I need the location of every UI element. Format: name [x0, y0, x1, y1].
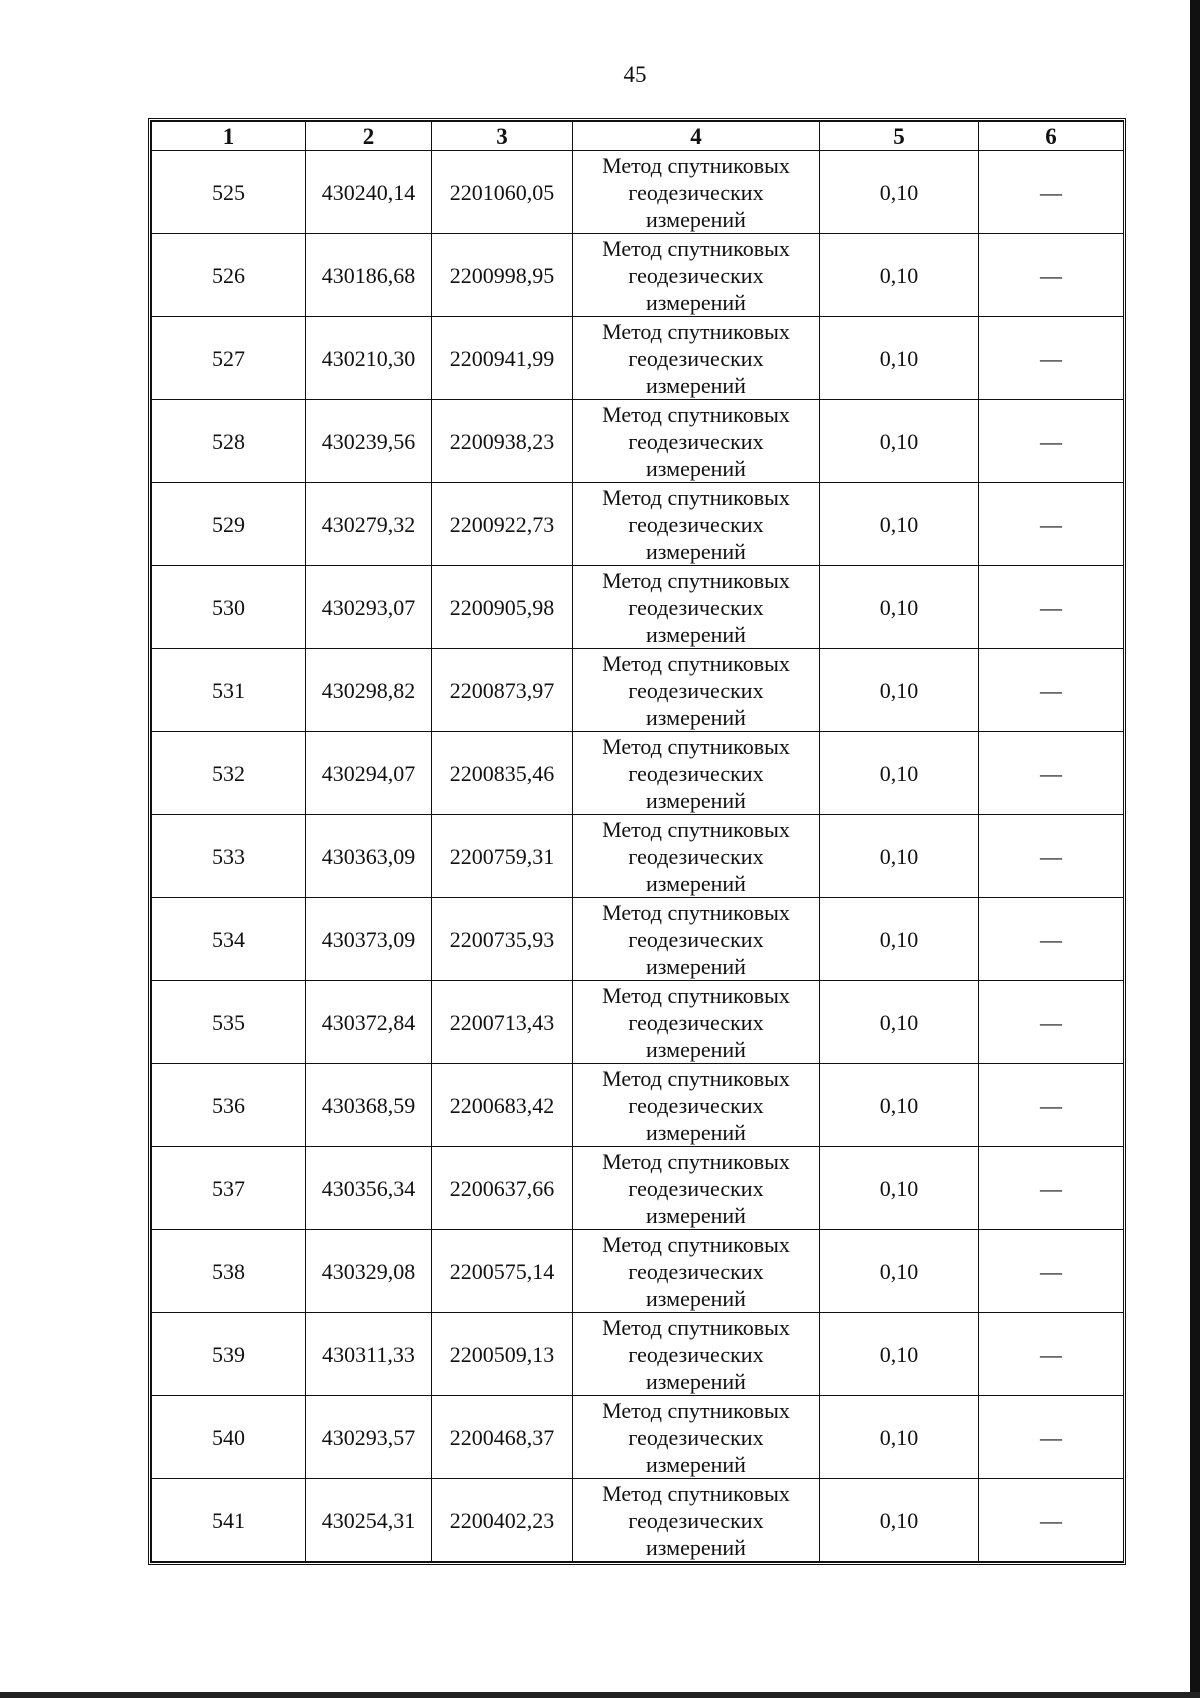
- method-cell: [573, 317, 820, 400]
- method-cell: [573, 981, 820, 1064]
- method-line: измерений: [646, 870, 746, 896]
- header-col-1: 1: [152, 122, 306, 151]
- y-coordinate-cell: 2201060,05: [432, 151, 573, 234]
- method-line: геодезических: [628, 760, 764, 786]
- method-cell: [573, 1396, 820, 1479]
- accuracy-cell: 0,10: [820, 1147, 979, 1230]
- note-cell: [979, 815, 1124, 898]
- point-number-cell: 528: [152, 400, 306, 483]
- note-dash: —: [1040, 1507, 1062, 1533]
- accuracy-cell: 0,10: [820, 234, 979, 317]
- y-coordinate-cell: 2200938,23: [432, 400, 573, 483]
- method-cell: [573, 151, 820, 234]
- point-number-cell: 527: [152, 317, 306, 400]
- point-number-cell: 526: [152, 234, 306, 317]
- accuracy-cell: 0,10: [820, 317, 979, 400]
- y-coordinate-cell: 2200637,66: [432, 1147, 573, 1230]
- method-cell: [573, 815, 820, 898]
- point-number-cell: 538: [152, 1230, 306, 1313]
- method-line: Метод спутниковых: [602, 567, 790, 593]
- note-dash: —: [1040, 677, 1062, 703]
- method-line: измерений: [646, 372, 746, 398]
- accuracy-cell: 0,10: [820, 981, 979, 1064]
- note-dash: —: [1040, 1175, 1062, 1201]
- note-dash: —: [1040, 1009, 1062, 1035]
- method-line: Метод спутниковых: [602, 982, 790, 1008]
- y-coordinate-cell: 2200905,98: [432, 566, 573, 649]
- table-header-row: [152, 122, 1124, 151]
- method-cell: [573, 483, 820, 566]
- x-coordinate-cell: 430363,09: [306, 815, 432, 898]
- point-number-cell: 540: [152, 1396, 306, 1479]
- accuracy-cell: 0,10: [820, 815, 979, 898]
- method-line: измерений: [646, 455, 746, 481]
- method-line: геодезических: [628, 1341, 764, 1367]
- y-coordinate-cell: 2200468,37: [432, 1396, 573, 1479]
- note-dash: —: [1040, 1424, 1062, 1450]
- x-coordinate-cell: 430186,68: [306, 234, 432, 317]
- method-line: геодезических: [628, 428, 764, 454]
- method-line: измерений: [646, 1036, 746, 1062]
- method-cell: [573, 649, 820, 732]
- point-number-cell: 534: [152, 898, 306, 981]
- y-coordinate-cell: 2200683,42: [432, 1064, 573, 1147]
- method-line: измерений: [646, 289, 746, 315]
- point-number-cell: 539: [152, 1313, 306, 1396]
- method-line: Метод спутниковых: [602, 899, 790, 925]
- method-line: измерений: [646, 206, 746, 232]
- y-coordinate-cell: 2200759,31: [432, 815, 573, 898]
- accuracy-cell: 0,10: [820, 1396, 979, 1479]
- method-line: Метод спутниковых: [602, 1065, 790, 1091]
- accuracy-cell: 0,10: [820, 1313, 979, 1396]
- x-coordinate-cell: 430356,34: [306, 1147, 432, 1230]
- table-row: [152, 1064, 1124, 1147]
- y-coordinate-cell: 2200402,23: [432, 1479, 573, 1562]
- point-number-cell: 541: [152, 1479, 306, 1562]
- note-cell: [979, 234, 1124, 317]
- method-cell: [573, 400, 820, 483]
- table-row: [152, 483, 1124, 566]
- note-cell: [979, 1230, 1124, 1313]
- method-line: геодезических: [628, 1258, 764, 1284]
- coordinates-table: [151, 121, 1124, 1562]
- method-cell: [573, 1479, 820, 1562]
- note-dash: —: [1040, 594, 1062, 620]
- table-row: [152, 815, 1124, 898]
- accuracy-cell: 0,10: [820, 151, 979, 234]
- y-coordinate-cell: 2200575,14: [432, 1230, 573, 1313]
- note-dash: —: [1040, 428, 1062, 454]
- point-number-cell: 531: [152, 649, 306, 732]
- table-row: [152, 1313, 1124, 1396]
- header-col-3: 3: [432, 122, 573, 151]
- method-line: геодезических: [628, 1092, 764, 1118]
- method-line: геодезических: [628, 926, 764, 952]
- note-dash: —: [1040, 926, 1062, 952]
- method-line: измерений: [646, 538, 746, 564]
- method-line: измерений: [646, 621, 746, 647]
- method-line: измерений: [646, 1451, 746, 1477]
- table-body: [152, 151, 1124, 1562]
- page-number: 45: [623, 62, 647, 87]
- coordinates-table-frame: [148, 118, 1126, 1565]
- method-line: измерений: [646, 787, 746, 813]
- note-dash: —: [1040, 1092, 1062, 1118]
- scan-bottom-edge: [0, 1692, 1200, 1698]
- header-col-6: 6: [979, 122, 1124, 151]
- method-line: Метод спутниковых: [602, 401, 790, 427]
- method-line: Метод спутниковых: [602, 1314, 790, 1340]
- method-line: Метод спутниковых: [602, 816, 790, 842]
- method-line: Метод спутниковых: [602, 318, 790, 344]
- method-line: измерений: [646, 1534, 746, 1560]
- method-line: измерений: [646, 1285, 746, 1311]
- method-line: Метод спутниковых: [602, 1397, 790, 1423]
- accuracy-cell: 0,10: [820, 732, 979, 815]
- point-number-cell: 525: [152, 151, 306, 234]
- accuracy-cell: 0,10: [820, 898, 979, 981]
- note-dash: —: [1040, 511, 1062, 537]
- accuracy-cell: 0,10: [820, 649, 979, 732]
- table-row: [152, 317, 1124, 400]
- method-line: Метод спутниковых: [602, 1231, 790, 1257]
- method-line: Метод спутниковых: [602, 484, 790, 510]
- method-line: измерений: [646, 1368, 746, 1394]
- y-coordinate-cell: 2200713,43: [432, 981, 573, 1064]
- method-line: геодезических: [628, 1424, 764, 1450]
- x-coordinate-cell: 430239,56: [306, 400, 432, 483]
- x-coordinate-cell: 430372,84: [306, 981, 432, 1064]
- accuracy-cell: 0,10: [820, 400, 979, 483]
- method-cell: [573, 898, 820, 981]
- note-dash: —: [1040, 1341, 1062, 1367]
- note-dash: —: [1040, 760, 1062, 786]
- note-cell: [979, 732, 1124, 815]
- point-number-cell: 537: [152, 1147, 306, 1230]
- method-cell: [573, 566, 820, 649]
- note-cell: [979, 981, 1124, 1064]
- note-dash: —: [1040, 345, 1062, 371]
- x-coordinate-cell: 430254,31: [306, 1479, 432, 1562]
- accuracy-cell: 0,10: [820, 1064, 979, 1147]
- method-line: Метод спутниковых: [602, 152, 790, 178]
- x-coordinate-cell: 430298,82: [306, 649, 432, 732]
- table-row: [152, 898, 1124, 981]
- note-cell: [979, 151, 1124, 234]
- accuracy-cell: 0,10: [820, 1230, 979, 1313]
- method-line: геодезических: [628, 677, 764, 703]
- x-coordinate-cell: 430293,57: [306, 1396, 432, 1479]
- header-col-2: 2: [306, 122, 432, 151]
- method-line: измерений: [646, 1119, 746, 1145]
- x-coordinate-cell: 430279,32: [306, 483, 432, 566]
- table-row: [152, 151, 1124, 234]
- table-row: [152, 732, 1124, 815]
- note-cell: [979, 898, 1124, 981]
- method-cell: [573, 1230, 820, 1313]
- method-line: геодезических: [628, 345, 764, 371]
- point-number-cell: 536: [152, 1064, 306, 1147]
- accuracy-cell: 0,10: [820, 483, 979, 566]
- table-row: [152, 1147, 1124, 1230]
- note-cell: [979, 483, 1124, 566]
- method-line: геодезических: [628, 1009, 764, 1035]
- method-cell: [573, 1064, 820, 1147]
- method-cell: [573, 234, 820, 317]
- note-cell: [979, 1313, 1124, 1396]
- y-coordinate-cell: 2200941,99: [432, 317, 573, 400]
- note-cell: [979, 649, 1124, 732]
- accuracy-cell: 0,10: [820, 566, 979, 649]
- header-col-4: 4: [573, 122, 820, 151]
- method-line: измерений: [646, 704, 746, 730]
- note-dash: —: [1040, 1258, 1062, 1284]
- method-line: Метод спутниковых: [602, 1148, 790, 1174]
- scan-right-edge: [1190, 0, 1200, 1698]
- x-coordinate-cell: 430210,30: [306, 317, 432, 400]
- method-line: Метод спутниковых: [602, 733, 790, 759]
- y-coordinate-cell: 2200922,73: [432, 483, 573, 566]
- note-dash: —: [1040, 179, 1062, 205]
- x-coordinate-cell: 430368,59: [306, 1064, 432, 1147]
- method-line: геодезических: [628, 594, 764, 620]
- method-line: Метод спутниковых: [602, 1480, 790, 1506]
- method-line: геодезических: [628, 1507, 764, 1533]
- note-cell: [979, 1064, 1124, 1147]
- method-line: геодезических: [628, 262, 764, 288]
- method-line: измерений: [646, 1202, 746, 1228]
- method-cell: [573, 732, 820, 815]
- table-row: [152, 1479, 1124, 1562]
- note-cell: [979, 1147, 1124, 1230]
- method-line: измерений: [646, 953, 746, 979]
- point-number-cell: 530: [152, 566, 306, 649]
- table-row: [152, 566, 1124, 649]
- note-cell: [979, 400, 1124, 483]
- method-line: геодезических: [628, 511, 764, 537]
- table-row: [152, 1230, 1124, 1313]
- point-number-cell: 535: [152, 981, 306, 1064]
- method-cell: [573, 1147, 820, 1230]
- note-cell: [979, 317, 1124, 400]
- x-coordinate-cell: 430293,07: [306, 566, 432, 649]
- x-coordinate-cell: 430329,08: [306, 1230, 432, 1313]
- note-cell: [979, 1396, 1124, 1479]
- table-row: [152, 1396, 1124, 1479]
- x-coordinate-cell: 430294,07: [306, 732, 432, 815]
- accuracy-cell: 0,10: [820, 1479, 979, 1562]
- method-cell: [573, 1313, 820, 1396]
- y-coordinate-cell: 2200735,93: [432, 898, 573, 981]
- x-coordinate-cell: 430373,09: [306, 898, 432, 981]
- table-row: [152, 234, 1124, 317]
- method-line: Метод спутниковых: [602, 650, 790, 676]
- header-col-5: 5: [820, 122, 979, 151]
- method-line: геодезических: [628, 179, 764, 205]
- note-cell: [979, 1479, 1124, 1562]
- table-row: [152, 649, 1124, 732]
- y-coordinate-cell: 2200998,95: [432, 234, 573, 317]
- table-row: [152, 981, 1124, 1064]
- y-coordinate-cell: 2200873,97: [432, 649, 573, 732]
- table-row: [152, 400, 1124, 483]
- y-coordinate-cell: 2200835,46: [432, 732, 573, 815]
- y-coordinate-cell: 2200509,13: [432, 1313, 573, 1396]
- x-coordinate-cell: 430240,14: [306, 151, 432, 234]
- point-number-cell: 529: [152, 483, 306, 566]
- method-line: геодезических: [628, 1175, 764, 1201]
- point-number-cell: 532: [152, 732, 306, 815]
- method-line: геодезических: [628, 843, 764, 869]
- x-coordinate-cell: 430311,33: [306, 1313, 432, 1396]
- note-dash: —: [1040, 843, 1062, 869]
- note-cell: [979, 566, 1124, 649]
- point-number-cell: 533: [152, 815, 306, 898]
- note-dash: —: [1040, 262, 1062, 288]
- method-line: Метод спутниковых: [602, 235, 790, 261]
